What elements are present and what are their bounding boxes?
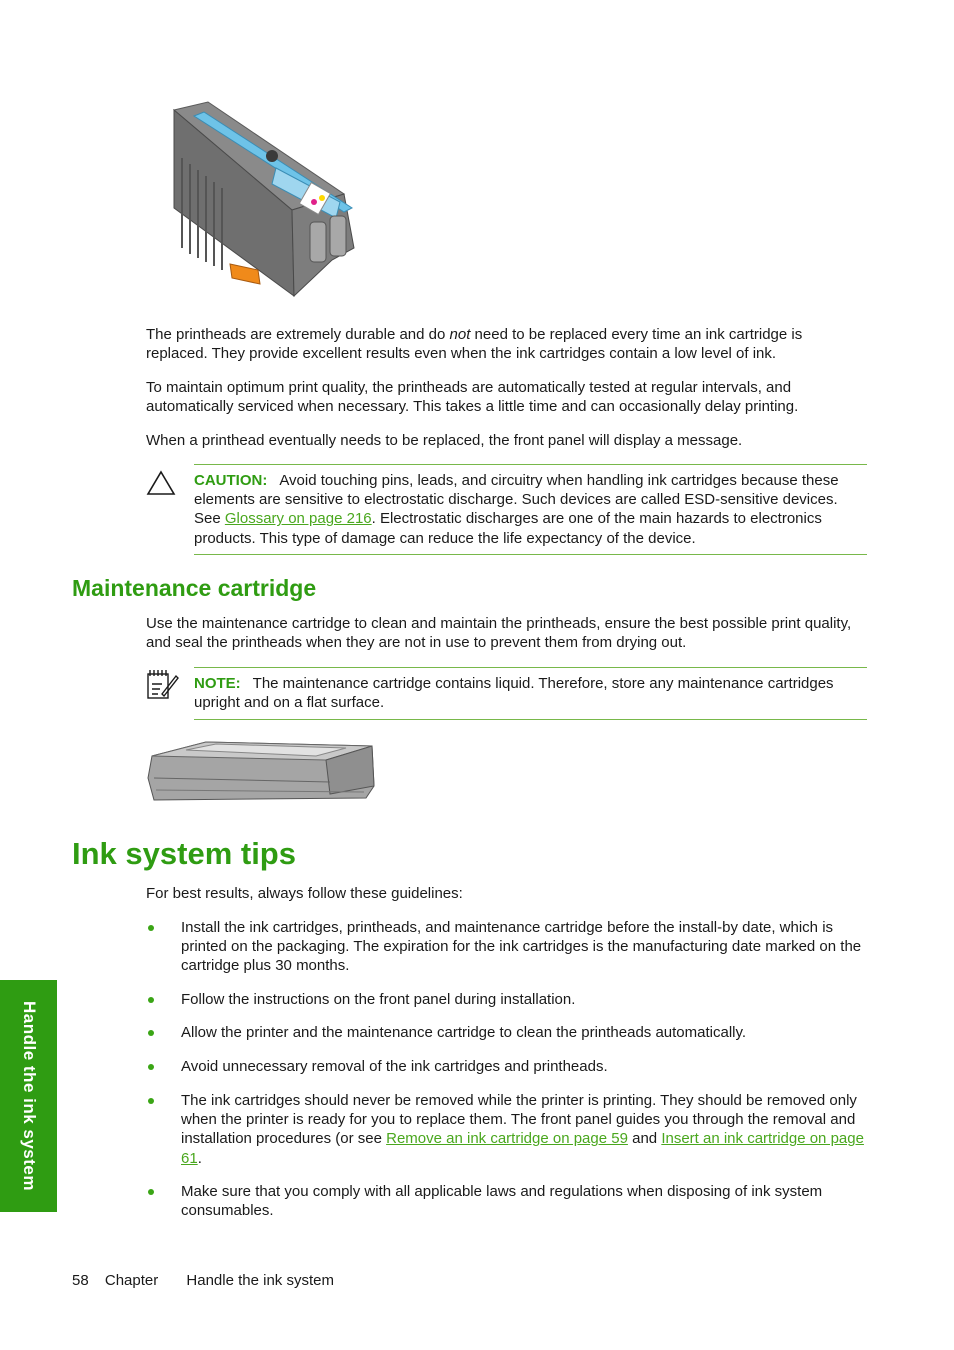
bullet-icon	[148, 997, 154, 1003]
caution-label: CAUTION:	[194, 472, 268, 489]
glossary-link[interactable]: Glossary on page 216	[224, 510, 372, 528]
note-label: NOTE:	[194, 675, 241, 692]
tip-avoid-removal: Avoid unnecessary removal of the ink cartridges and printheads.	[181, 1058, 608, 1075]
bullet-icon	[148, 1030, 154, 1036]
chapter-side-tab-label: Handle the ink system	[19, 1000, 39, 1192]
insert-cartridge-link[interactable]: Insert an ink cartridge on page 61	[181, 1130, 864, 1167]
page-footer	[72, 1272, 334, 1289]
page-number: 58	[72, 1272, 89, 1289]
bullet-icon	[148, 1064, 154, 1070]
note-bottom-rule	[194, 719, 867, 720]
tip-never-remove-while-printing: The ink cartridges should never be removed while the printer is printing. They should be removed only when the printer is ready for you to replace them. The front panel guides you through the removal and installation procedures (or see Remove an ink cartridge on page 59 and Insert an ink cartridge on page 61.	[181, 1092, 864, 1167]
maintenance-cartridge-paragraph: Use the maintenance cartridge to clean and maintain the printheads, ensure the best possible print quality, and seal the printheads when they are not in use to prevent them from drying out.	[146, 615, 852, 652]
chapter-side-tab	[0, 980, 57, 1212]
footer-chapter-label: Chapter	[104, 1272, 159, 1289]
bullet-icon	[148, 1189, 154, 1195]
printhead-durability-paragraph: The printheads are extremely durable and do not need to be replaced every time an ink cartridge is replaced. They provide excellent results even when the ink cartridges contain a low level of ink.	[146, 326, 803, 363]
caution-top-rule	[194, 464, 867, 465]
remove-cartridge-link[interactable]: Remove an ink cartridge on page 59	[386, 1130, 628, 1148]
maintenance-cartridge-illustration	[146, 738, 378, 804]
printhead-illustration	[164, 98, 360, 300]
caution-text: CAUTION: Avoid touching pins, leads, and circuitry when handling ink cartridges because these elements are sensitive to electrostatic discharge. Such devices are called ESD-sensitive devices. See Glossary on page 216. Electrostatic discharges are one of the main hazards to electronics products. This type of damage can reduce the life expectancy of the device.	[194, 472, 839, 547]
printhead-maintenance-paragraph: To maintain optimum print quality, the printheads are automatically tested at regular intervals, and automatically serviced when necessary. This takes a little time and can occasionally delay printing.	[146, 379, 799, 416]
footer-chapter-title: Handle the ink system	[186, 1272, 334, 1289]
tip-automatic-cleaning: Allow the printer and the maintenance cartridge to clean the printheads automatically.	[181, 1024, 747, 1041]
note-text: NOTE: The maintenance cartridge contains liquid. Therefore, store any maintenance cartridges upright and on a flat surface.	[194, 675, 834, 712]
printhead-replacement-paragraph: When a printhead eventually needs to be replaced, the front panel will display a message.	[146, 432, 743, 449]
tip-follow-instructions: Follow the instructions on the front panel during installation.	[181, 991, 576, 1008]
note-pad-icon	[144, 668, 180, 702]
caution-triangle-icon	[146, 470, 176, 496]
bullet-icon	[148, 925, 154, 931]
tip-comply-with-laws: Make sure that you comply with all applicable laws and regulations when disposing of ink system consumables.	[181, 1183, 823, 1220]
tip-install-by-date: Install the ink cartridges, printheads, and maintenance cartridge before the install-by date, which is printed on the packaging. The expiration for the ink cartridges is the manufacturing date marked on the cartridge plus 30 months.	[181, 919, 862, 975]
tips-intro: For best results, always follow these guidelines:	[146, 885, 463, 902]
note-top-rule	[194, 667, 867, 668]
maintenance-cartridge-heading: Maintenance cartridge	[72, 575, 317, 601]
bullet-icon	[148, 1098, 154, 1104]
caution-bottom-rule	[194, 554, 867, 555]
ink-system-tips-heading: Ink system tips	[72, 836, 296, 871]
